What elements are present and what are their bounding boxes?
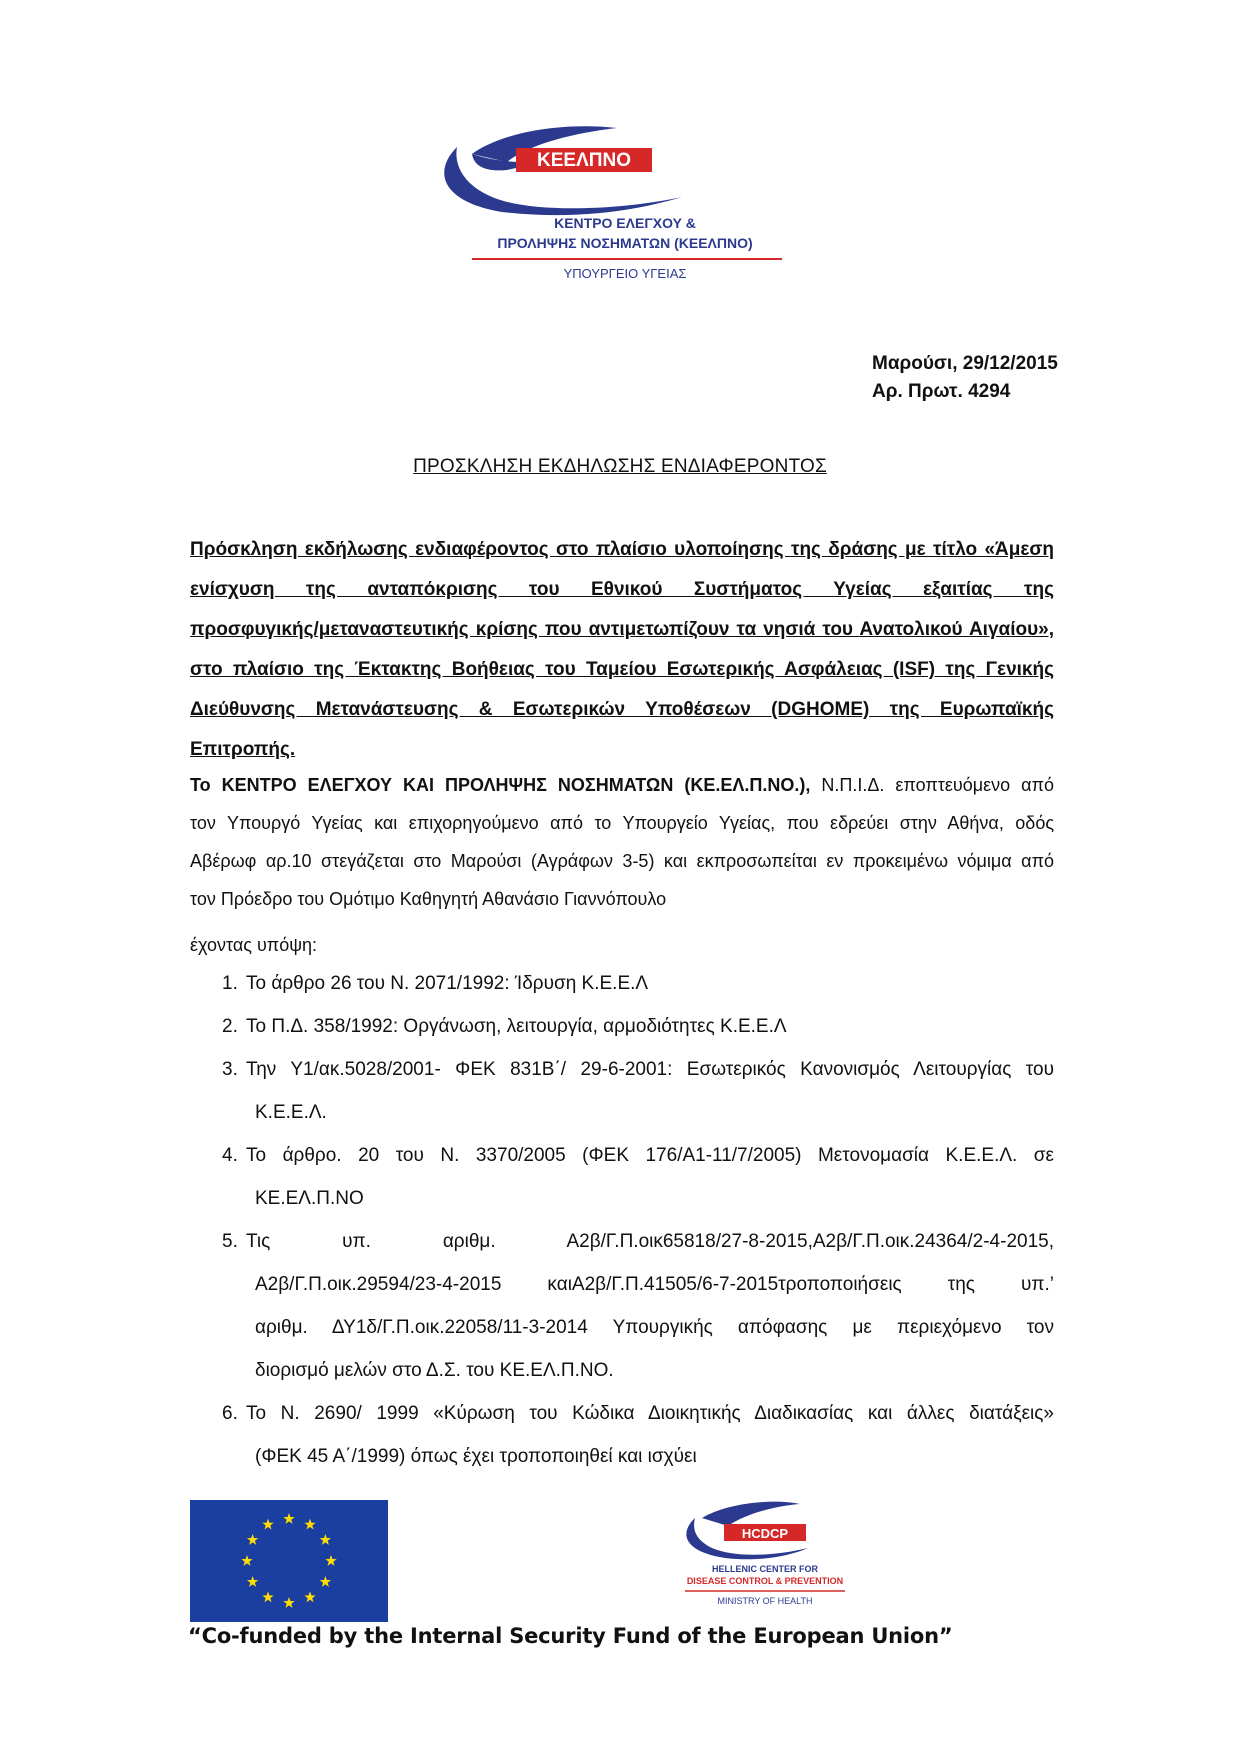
hcdcp-logo: [640, 1496, 880, 1620]
reference-line: Τις υπ. αριθμ. Α2β/Γ.Π.οικ65818/27-8-2015,Α2β/Γ.Π.οικ.24364/2-4-2015,: [246, 1231, 1054, 1252]
hcdcp-line1: HELLENIC CENTER FOR: [711, 1564, 819, 1574]
intro-line: Διεύθυνσης Μετανάστευσης & Εσωτερικών Υποθέσεων (DGHOME) της Ευρωπαϊκής Επιτροπής.: [190, 699, 1054, 760]
reference-line: Κ.Ε.Ε.Λ.: [255, 1102, 327, 1123]
keelpno-line1: ΚΕΝΤΡΟ ΕΛΕΓΧΟΥ &: [554, 215, 696, 231]
reference-number: 4.: [222, 1145, 238, 1166]
body-line1-rest: Ν.Π.Ι.Δ. εποπτευόμενο από: [810, 775, 1054, 795]
reference-item: [222, 1134, 1054, 1220]
protocol-number: Αρ. Πρωτ. 4294: [872, 381, 1011, 402]
date-block: [872, 350, 1058, 406]
reference-number: 5.: [222, 1231, 238, 1252]
reference-line: Το άρθρο. 20 του Ν. 3370/2005 (ΦΕΚ 176/Α1-11/7/2005) Μετονομασία Κ.Ε.Ε.Λ. σε: [246, 1145, 1054, 1166]
reference-number: 2.: [222, 1016, 238, 1037]
intro-line: Πρόσκληση εκδήλωσης ενδιαφέροντος στο πλαίσιο υλοποίησης της δράσης με τίτλο «Άμεση: [190, 539, 1054, 560]
reference-number: 3.: [222, 1059, 238, 1080]
hcdcp-ministry: MINISTRY OF HEALTH: [717, 1596, 813, 1606]
organization-name: Το ΚΕΝΤΡΟ ΕΛΕΓΧΟΥ ΚΑΙ ΠΡΟΛΗΨΗΣ ΝΟΣΗΜΑΤΩΝ (ΚΕ.ΕΛ.Π.ΝΟ.),: [190, 775, 811, 795]
body-line: [190, 766, 1054, 804]
hcdcp-brand: HCDCP: [741, 1526, 789, 1541]
reference-line: ΚΕ.ΕΛ.Π.ΝΟ: [255, 1188, 364, 1209]
reference-item: [222, 1220, 1054, 1392]
reference-item: [222, 962, 1054, 1005]
reference-line: (ΦΕΚ 45 Α΄/1999) όπως έχει τροποποιηθεί και ισχύει: [255, 1446, 697, 1467]
reference-line: Α2β/Γ.Π.οικ.29594/23-4-2015 καιΑ2β/Γ.Π.41505/6-7-2015τροποποιήσεις της υπ.’: [255, 1274, 1054, 1295]
reference-number: 6.: [222, 1403, 238, 1424]
reference-line: Την Υ1/ακ.5028/2001- ΦΕΚ 831Β΄/ 29-6-2001: Εσωτερικός Κανονισμός Λειτουργίας του: [246, 1059, 1054, 1080]
keelpno-ministry: ΥΠΟΥΡΓΕΙΟ ΥΓΕΙΑΣ: [563, 266, 687, 281]
place-date: Μαρούσι, 29/12/2015: [872, 353, 1058, 374]
having-label: έχοντας υπόψη:: [190, 935, 318, 955]
intro-paragraph: [190, 530, 1054, 770]
keelpno-line2: ΠΡΟΛΗΨΗΣ ΝΟΣΗΜΑΤΩΝ (ΚΕΕΛΠΝΟ): [497, 235, 753, 251]
intro-line: στο πλαίσιο της Έκτακτης Βοήθειας του Ταμείου Εσωτερικής Ασφάλειας (ISF) της Γενικής: [190, 659, 1054, 680]
references-list: [222, 962, 1054, 1478]
reference-item: [222, 1392, 1054, 1478]
reference-number: 1.: [222, 973, 238, 994]
document-title: ΠΡΟΣΚΛΗΣΗ ΕΚΔΗΛΩΣΗΣ ΕΝΔΙΑΦΕΡΟΝΤΟΣ: [413, 456, 827, 477]
keelpno-logo: [412, 102, 838, 290]
body-line: Αβέρωφ αρ.10 στεγάζεται στο Μαρούσι (Αγράφων 3-5) και εκπροσωπείται εν προκειμένω νόμιμα από: [190, 851, 1054, 871]
reference-line: διορισμό μελών στο Δ.Σ. του ΚΕ.ΕΛ.Π.ΝΟ.: [255, 1360, 614, 1381]
reference-line: Το Π.Δ. 358/1992: Οργάνωση, λειτουργία, αρμοδιότητες Κ.Ε.Ε.Λ: [246, 1016, 787, 1037]
hcdcp-line2: DISEASE CONTROL & PREVENTION: [686, 1576, 844, 1586]
reference-line: Το άρθρο 26 του Ν. 2071/1992: Ίδρυση Κ.Ε.Ε.Λ: [246, 973, 649, 994]
body-paragraph: [190, 766, 1054, 918]
cofunded-caption: “Co-funded by the Internal Security Fund of the European Union”: [188, 1624, 953, 1648]
reference-item: [222, 1048, 1054, 1134]
body-line: τον Πρόεδρο του Ομότιμο Καθηγητή Αθανάσιο Γιαννόπουλο: [190, 889, 667, 909]
reference-line: αριθμ. ΔΥ1δ/Γ.Π.οικ.22058/11-3-2014 Υπουργικής απόφασης με περιεχόμενο τον: [255, 1317, 1054, 1338]
reference-item: [222, 1005, 1054, 1048]
reference-line: Το Ν. 2690/ 1999 «Κύρωση του Κώδικα Διοικητικής Διαδικασίας και άλλες διατάξεις»: [246, 1403, 1054, 1424]
intro-line: ενίσχυση της ανταπόκρισης του Εθνικού Συστήματος Υγείας εξαιτίας της: [190, 579, 1054, 600]
body-line: τον Υπουργό Υγείας και επιχορηγούμενο από το Υπουργείο Υγείας, που εδρεύει στην Αθήνα, οδός: [190, 813, 1054, 833]
keelpno-brand: ΚΕΕΛΠΝΟ: [537, 150, 631, 171]
eu-flag: [190, 1500, 388, 1622]
intro-line: προσφυγικής/μεταναστευτικής κρίσης που αντιμετωπίζουν τα νησιά του Ανατολικού Αιγαίου»,: [190, 619, 1054, 640]
